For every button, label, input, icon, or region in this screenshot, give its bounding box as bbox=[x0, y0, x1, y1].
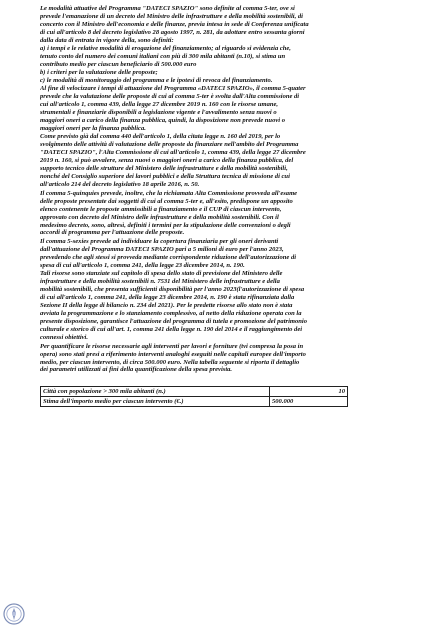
text-line: Come previsto già dal comma 440 dell'articolo 1, della citata legge n. 160 del 2019, per lo bbox=[40, 133, 281, 141]
paragraph bbox=[40, 5, 425, 85]
text-line: "DATECI SPAZIO", l'Alta Commissione di cui all'articolo 1, comma 439, della legge 27 dicembre bbox=[40, 149, 306, 157]
table-row bbox=[41, 397, 348, 407]
text-line: di cui all'articolo 8 del decreto legislativo 28 agosto 1997, n. 281, da adottare entro sessanta giorni bbox=[40, 28, 305, 36]
table-cell-value: 10 bbox=[270, 387, 348, 397]
text-line: dei parametri utilizzati ai fini della quantificazione della spesa prevista. bbox=[40, 366, 233, 374]
text-line: contributo medio per ciascun beneficiario di 500.000 euro bbox=[40, 60, 197, 68]
paragraph bbox=[40, 238, 425, 270]
text-line: infrastrutture e della mobilità sostenibili n. 7531 del Ministero delle infrastrutture e della bbox=[40, 278, 280, 286]
text-line: Al fine di velocizzare i tempi di attuazione del Programma «DATECI SPAZIO», il comma 5-quater bbox=[40, 85, 306, 93]
text-line: dall'attuazione del Programma DATECI SPAZIO pari a 5 milioni di euro per l'anno 2023, bbox=[40, 245, 284, 253]
text-line: opera) sono stati presi a riferimento interventi analoghi eseguiti nelle capitali europee dell'importo bbox=[40, 350, 306, 358]
text-line: approvato con decreto del Ministro delle infrastrutture e della mobilità sostenibili. Con il bbox=[40, 213, 279, 221]
text-line: c) le modalità di monitoraggio del programma e le ipotesi di revoca del finanziamento. bbox=[40, 76, 273, 84]
text-line: culturale e storico di cui all'art. 1, comma 241 della legge n. 190 del 2014 e il raggiungimento dei bbox=[40, 326, 303, 334]
text-line: delle proposte presentate dai soggetti di cui al comma 5-ter e, all'esito, predispone un apposito bbox=[40, 197, 293, 205]
table-row bbox=[41, 387, 348, 397]
text-line: prevede l'emanazione di un decreto del Ministro delle infrastrutture e della mobilità sostenibili, di bbox=[40, 12, 303, 20]
text-line: medio, per ciascun intervento, di circa 500.000 euro. Nella tabella seguente si riporta il dettaglio bbox=[40, 358, 300, 366]
paragraph bbox=[40, 85, 425, 133]
text-line: spesa di cui all'articolo 1, comma 241, della legge 23 dicembre 2014, n. 190. bbox=[40, 261, 245, 269]
text-line: medesimo decreto, sono, altresì, definiti i termini per la stipulazione delle convenzioni o degli bbox=[40, 221, 291, 229]
text-line: b) i criteri per la valutazione delle proposte; bbox=[40, 68, 158, 76]
text-line: mobilità sostenibili, che presenta sufficienti disponibilità per l'anno 2023(l'autorizzazione di spesa bbox=[40, 286, 305, 294]
paragraph bbox=[40, 270, 425, 342]
text-line: Il comma 5-sexies prevede ad individuare la copertura finanziaria per gli oneri derivanti bbox=[40, 238, 279, 246]
text-line: Il comma 5-quinquies prevede, inoltre, che la richiamata Alta Commissione provveda all'esame bbox=[40, 189, 298, 197]
text-line: avviata la programmazione e lo stanziamento complessivo, al netto della riduzione operata con la bbox=[40, 310, 302, 318]
table-cell-label: Città con popolazione > 300 mila abitanti (n.) bbox=[41, 387, 270, 397]
text-line: supporto tecnico delle strutture del Ministero delle infrastrutture e della mobilità sostenibili, bbox=[40, 165, 288, 173]
text-line: prevedendo che agli stessi si provveda mediante corrispondente riduzione dell'autorizzazione di bbox=[40, 253, 297, 261]
text-line: tenuto conto del numero dei comuni italiani con più di 300 mila abitanti (n.10), si stima un bbox=[40, 52, 286, 60]
text-line: a) i tempi e le relative modalità di erogazione del finanziamento; al riguardo si evidenzia che, bbox=[40, 44, 291, 52]
text-line: Tali risorse sono stanziate sul capitolo di spesa dello stato di previsione del Ministero delle bbox=[40, 270, 283, 278]
text-line: nonché del Consiglio superiore dei lavori pubblici e della Struttura tecnica di missione di cui bbox=[40, 173, 290, 181]
paragraph bbox=[40, 133, 425, 189]
text-line: accordi di programma per l'attuazione delle proposte. bbox=[40, 229, 185, 237]
paragraph bbox=[40, 190, 425, 238]
text-line: di cui all'articolo 1, comma 241, della legge 23 dicembre 2014, n. 190 è stata rifinanziata dalla bbox=[40, 294, 295, 302]
text-line: presente disposizione, garantisce l'attuazione del programma di tutela e promozione del patrimonio bbox=[40, 318, 307, 326]
text-line: 2019 n. 160, si può avvalere, senza nuovi o maggiori oneri a carico della finanza pubblica, del bbox=[40, 157, 294, 165]
document-page bbox=[40, 5, 425, 407]
text-line: Sezione II della legge di bilancio n. 234 del 2021). Per le predette risorse allo stato non è stata bbox=[40, 302, 293, 310]
table-cell-label: Stima dell'importo medio per ciascun intervento (€.) bbox=[41, 397, 270, 407]
text-line: elenco contenente le proposte ammissibili a finanziamento e il CUP di ciascun intervento, bbox=[40, 205, 282, 213]
text-line: dalla data di entrata in vigore della, sono definiti: bbox=[40, 36, 174, 44]
text-line: concerto con il Ministro dell'economia e delle finanze, previa intesa in sede di Conferenza unificata bbox=[40, 20, 309, 28]
official-seal-icon bbox=[3, 603, 25, 625]
text-line: all'articolo 214 del decreto legislativo 18 aprile 2016, n. 50. bbox=[40, 181, 200, 189]
text-line: prevede che la valutazione delle proposte di cui al comma 5-ter è svolta dall'Alta commissione di bbox=[40, 93, 300, 101]
text-line: connessi obiettivi. bbox=[40, 334, 89, 342]
text-line: cui all'articolo 1, comma 439, della legge 27 dicembre 2019 n. 160 con le risorse umane, bbox=[40, 101, 279, 109]
parameters-table bbox=[40, 386, 348, 407]
table-cell-value: 500.000 bbox=[270, 397, 348, 407]
text-line: Le modalità attuative del Programma "DATECI SPAZIO" sono definite al comma 5-ter, ove si bbox=[40, 5, 295, 12]
paragraph bbox=[40, 343, 425, 375]
text-line: svolgimento delle attività di valutazione delle proposte da finanziare nell'ambito del Programma bbox=[40, 141, 299, 149]
text-line: strumentali e finanziarie disponibili a legislazione vigente e l'avvalimento senza nuovi o bbox=[40, 108, 277, 116]
text-line: maggiori oneri a carico della finanza pubblica, quindi, la disposizione non prevede nuovi o bbox=[40, 116, 285, 124]
text-line: maggiori oneri per la finanza pubblica. bbox=[40, 124, 146, 132]
text-line: Per quantificare le risorse necessarie agli interventi per lavori e forniture (tvi compresa la posa in bbox=[40, 342, 304, 350]
